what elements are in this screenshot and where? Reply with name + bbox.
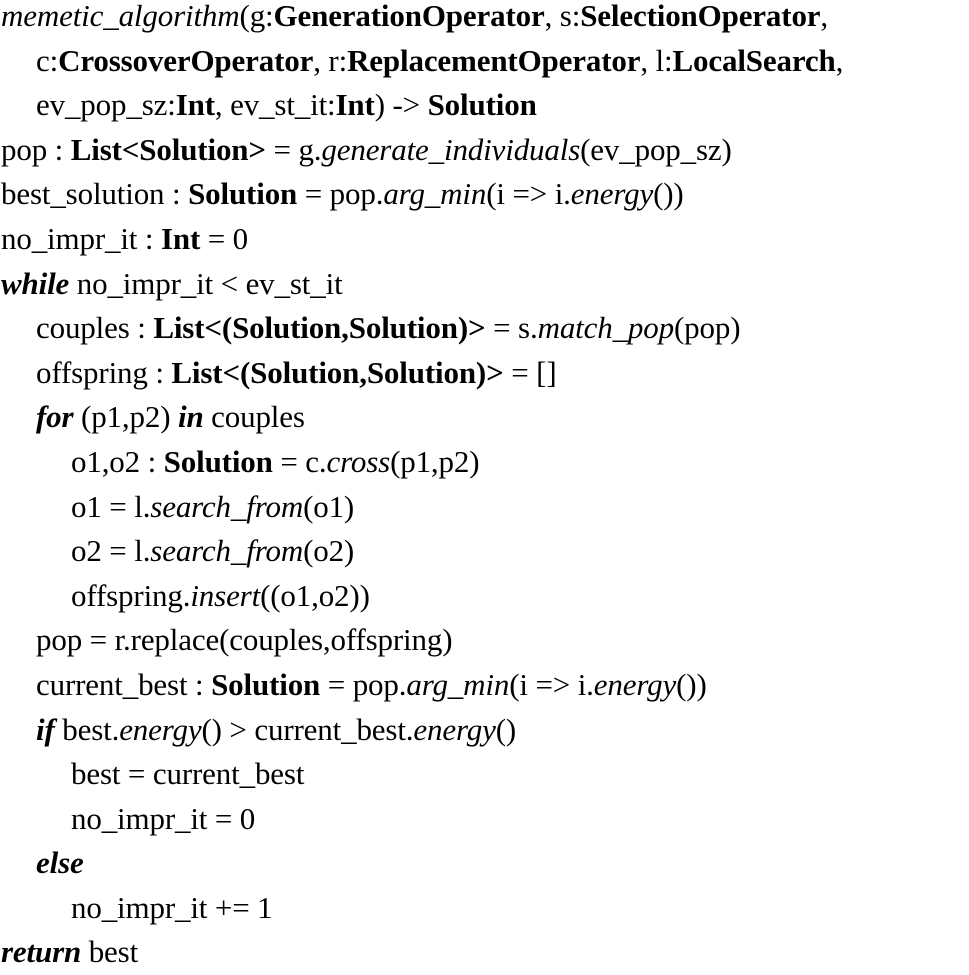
- function-name: energy: [593, 666, 677, 702]
- code-text: ()): [653, 176, 684, 212]
- code-text: = pop.: [297, 176, 384, 212]
- code-line: [1, 485, 969, 530]
- code-text: couples :: [36, 310, 154, 346]
- type-name: Solution: [211, 666, 321, 702]
- code-text: () > current_best.: [201, 711, 414, 747]
- function-name: search_from: [150, 488, 304, 524]
- code-line: [1, 0, 969, 39]
- code-line: [1, 930, 969, 975]
- code-text: (i => i.: [486, 176, 571, 212]
- code-text: o1,o2 :: [71, 443, 164, 479]
- code-text: (): [495, 711, 517, 747]
- code-text: best.: [54, 711, 120, 747]
- code-line: [1, 663, 969, 708]
- code-text: no_impr_it += 1: [71, 889, 273, 925]
- code-text: o1 = l.: [71, 488, 151, 524]
- code-text: offspring :: [36, 354, 172, 390]
- keyword: return: [1, 934, 82, 970]
- type-name: Solution: [163, 443, 273, 479]
- type-name: SelectionOperator: [580, 0, 821, 33]
- function-name: memetic_algorithm: [1, 0, 240, 33]
- code-line: [1, 574, 969, 619]
- type-name: ReplacementOperator: [347, 42, 641, 78]
- code-line: [1, 752, 969, 797]
- code-line: [1, 886, 969, 931]
- code-line: [1, 440, 969, 485]
- code-text: ) ->: [374, 87, 428, 123]
- function-name: generate_individuals: [321, 131, 581, 167]
- keyword: in: [177, 399, 204, 435]
- function-name: arg_min: [383, 176, 487, 212]
- code-line: [1, 841, 969, 886]
- code-text: (o2): [303, 533, 355, 569]
- type-name: Solution: [427, 87, 537, 123]
- code-text: pop = r.replace(couples,offspring): [36, 622, 453, 658]
- code-text: (ev_pop_sz): [580, 131, 732, 167]
- type-name: CrossoverOperator: [58, 42, 314, 78]
- type-name: List<(Solution,Solution)>: [171, 354, 504, 390]
- function-name: energy: [119, 711, 202, 747]
- code-line: [1, 797, 969, 842]
- code-line: [1, 708, 969, 753]
- code-line: [1, 529, 969, 574]
- code-text: offspring.: [71, 577, 191, 613]
- code-text: best_solution :: [1, 176, 189, 212]
- code-text: , l:: [640, 42, 673, 78]
- code-text: c:: [36, 42, 59, 78]
- code-text: , s:: [544, 0, 581, 33]
- code-text: (pop): [674, 310, 741, 346]
- code-text: = 0: [200, 220, 249, 256]
- function-name: arg_min: [406, 666, 510, 702]
- type-name: Int: [175, 87, 215, 123]
- code-line: [1, 172, 969, 217]
- code-text: no_impr_it :: [1, 220, 161, 256]
- code-text: (g:: [239, 0, 274, 33]
- keyword: while: [1, 265, 70, 301]
- code-text: = g.: [265, 131, 322, 167]
- code-text: ((o1,o2)): [260, 577, 370, 613]
- code-text: no_impr_it < ev_st_it: [69, 265, 343, 301]
- code-line: [1, 83, 969, 128]
- function-name: search_from: [150, 533, 304, 569]
- code-text: = c.: [272, 443, 327, 479]
- function-name: energy: [413, 711, 496, 747]
- code-text: no_impr_it = 0: [71, 800, 256, 836]
- function-name: cross: [326, 443, 391, 479]
- code-text: , r:: [313, 42, 348, 78]
- code-text: couples: [203, 399, 305, 435]
- type-name: List<Solution>: [70, 131, 266, 167]
- code-text: , ev_st_it:: [214, 87, 336, 123]
- keyword: for: [36, 399, 74, 435]
- code-line: [1, 351, 969, 396]
- type-name: GenerationOperator: [273, 0, 545, 33]
- code-text: ev_pop_sz:: [36, 87, 176, 123]
- code-text: current_best :: [36, 666, 212, 702]
- type-name: Int: [160, 220, 201, 256]
- code-line: [1, 395, 969, 440]
- type-name: List<(Solution,Solution)>: [153, 310, 486, 346]
- code-text: (o1): [303, 488, 355, 524]
- code-text: best = current_best: [71, 756, 305, 792]
- code-text: (p1,p2): [73, 399, 178, 435]
- code-text: pop :: [1, 131, 71, 167]
- code-line: [1, 217, 969, 262]
- function-name: insert: [190, 577, 261, 613]
- function-name: match_pop: [537, 310, 674, 346]
- function-name: energy: [570, 176, 654, 212]
- code-line: [1, 39, 969, 84]
- code-text: (p1,p2): [390, 443, 480, 479]
- type-name: Solution: [188, 176, 298, 212]
- code-text: = pop.: [320, 666, 407, 702]
- algorithm-listing: [1, 0, 969, 975]
- code-text: (i => i.: [509, 666, 594, 702]
- code-text: = s.: [485, 310, 538, 346]
- code-text: ,: [820, 0, 829, 33]
- code-text: best: [81, 934, 139, 970]
- code-text: = []: [503, 354, 557, 390]
- type-name: LocalSearch: [672, 42, 836, 78]
- code-line: [1, 128, 969, 173]
- code-text: ,: [835, 42, 844, 78]
- type-name: Int: [335, 87, 375, 123]
- keyword: else: [36, 845, 84, 881]
- code-line: [1, 306, 969, 351]
- code-line: [1, 618, 969, 663]
- code-line: [1, 262, 969, 307]
- code-text: ()): [676, 666, 707, 702]
- keyword: if: [36, 711, 55, 747]
- code-text: o2 = l.: [71, 533, 151, 569]
